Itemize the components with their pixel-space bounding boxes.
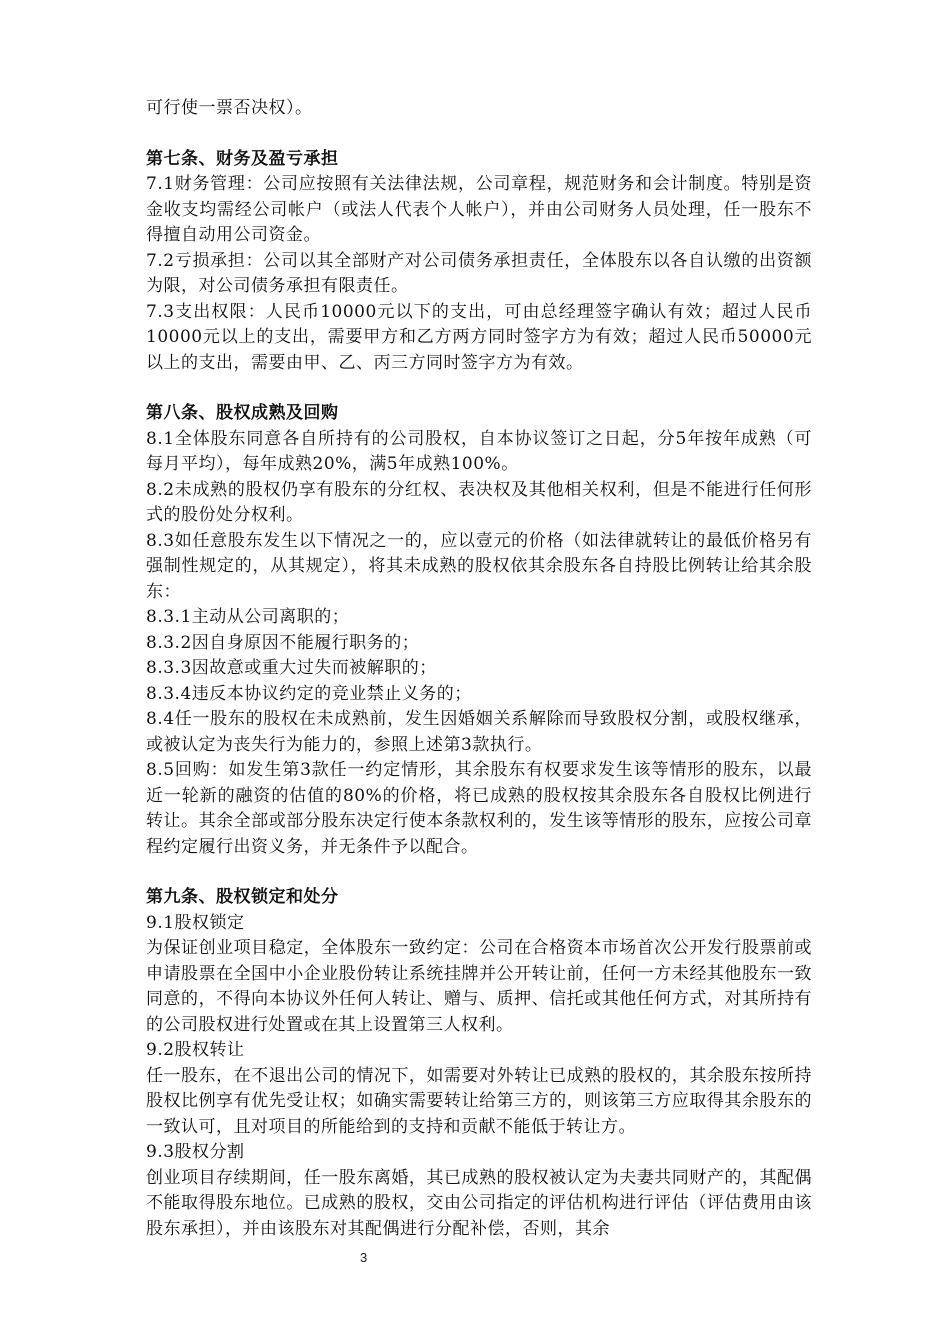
paragraph-8-3-1: 8.3.1主动从公司离职的； [146,607,350,627]
paragraph-7-2: 7.2亏损承担：公司以其全部财产对公司债务承担责任，全体股东以各自认缴的出资额为限，对公司债务承担有限责任。 [146,250,812,296]
section-9-title: 第九条、股权锁定和处分 [146,887,339,907]
paragraph-8-3: 8.3如任意股东发生以下情况之一的，应以壹元的价格（如法律就转让的最低价格另有强制性规定的，从其规定），将其未成熟的股权依其余股东各自持股比例转让给其余股东： [146,530,812,602]
paragraph-8-4: 8.4任一股东的股权在未成熟前，发生因婚姻关系解除而导致股权分割，或股权继承，或被认定为丧失行为能力的，参照上述第3款执行。 [146,709,812,755]
paragraph-9-2-body: 任一股东，在不退出公司的情况下，如需要对外转让已成熟的股权的，其余股东按所持股权比例享有优先受让权；如确实需要转让给第三方的，则该第三方应取得其余股东的一致认可，且对项目的所能给到的支持和贡献不能低于转让方。 [146,1065,812,1137]
page-number: 3 [360,1250,368,1265]
section-8-title: 第八条、股权成熟及回购 [146,403,339,423]
paragraph-8-3-4: 8.3.4违反本协议约定的竞业禁止义务的； [146,683,472,704]
paragraph-8-5: 8.5回购：如发生第3款任一约定情形，其余股东有权要求发生该等情形的股东，以最近一轮新的融资的估值的80%的价格，将已成熟的股权按其余股东各自股权比例进行转让。其余全部或部分股东决定行使本条款权利的，发生该等情形的股东，应按公司章程约定履行出资义务，并无条件予以配合。 [146,760,812,857]
document-body [146,96,812,1242]
subheading-9-3: 9.3股权分割 [146,1142,245,1162]
paragraph-7-3: 7.3支出权限：人民币10000元以下的支出，可由总经理签字确认有效；超过人民币10000元以上的支出，需要甲方和乙方两方同时签字方为有效；超过人民币50000元以上的支出，需要由甲、乙、丙三方同时签字方为有效。 [146,301,812,373]
subheading-9-2: 9.2股权转让 [146,1040,245,1060]
paragraph-8-2: 8.2未成熟的股权仍享有股东的分红权、表决权及其他相关权利，但是不能进行任何形式的股份处分权利。 [146,479,812,525]
intro-line: 可行使一票否决权）。 [146,98,313,118]
paragraph-7-1: 7.1财务管理：公司应按照有关法律法规，公司章程，规范财务和会计制度。特别是资金收支均需经公司帐户（或法人代表个人帐户），并由公司财务人员处理，任一股东不得擅自动用公司资金。 [146,174,812,245]
paragraph-8-3-3: 8.3.3因故意或重大过失而被解职的； [146,658,437,678]
section-7-title: 第七条、财务及盈亏承担 [146,148,339,169]
subheading-9-1: 9.1股权锁定 [146,912,245,933]
paragraph-8-3-2: 8.3.2因自身原因不能履行职务的； [146,632,420,653]
paragraph-8-1: 8.1全体股东同意各自所持有的公司股权，自本协议签订之日起，分5年按年成熟（可每月平均），每年成熟20%，满5年成熟100%。 [146,428,812,474]
paragraph-9-3-body: 创业项目存续期间，任一股东离婚，其已成熟的股权被认定为夫妻共同财产的，其配偶不能取得股东地位。已成熟的股权，交由公司指定的评估机构进行评估（评估费用由该股东承担），并由该股东对其配偶进行分配补偿，否则，其余 [146,1167,812,1239]
paragraph-9-1-body: 为保证创业项目稳定，全体股东一致约定：公司在合格资本市场首次公开发行股票前或申请股票在全国中小企业股份转让系统挂牌并公开转让前，任何一方未经其他股东一致同意的，不得向本协议外任何人转让、赠与、质押、信托或其他任何方式，对其所持有的公司股权进行处置或在其上设置第三人权利。 [146,938,812,1035]
